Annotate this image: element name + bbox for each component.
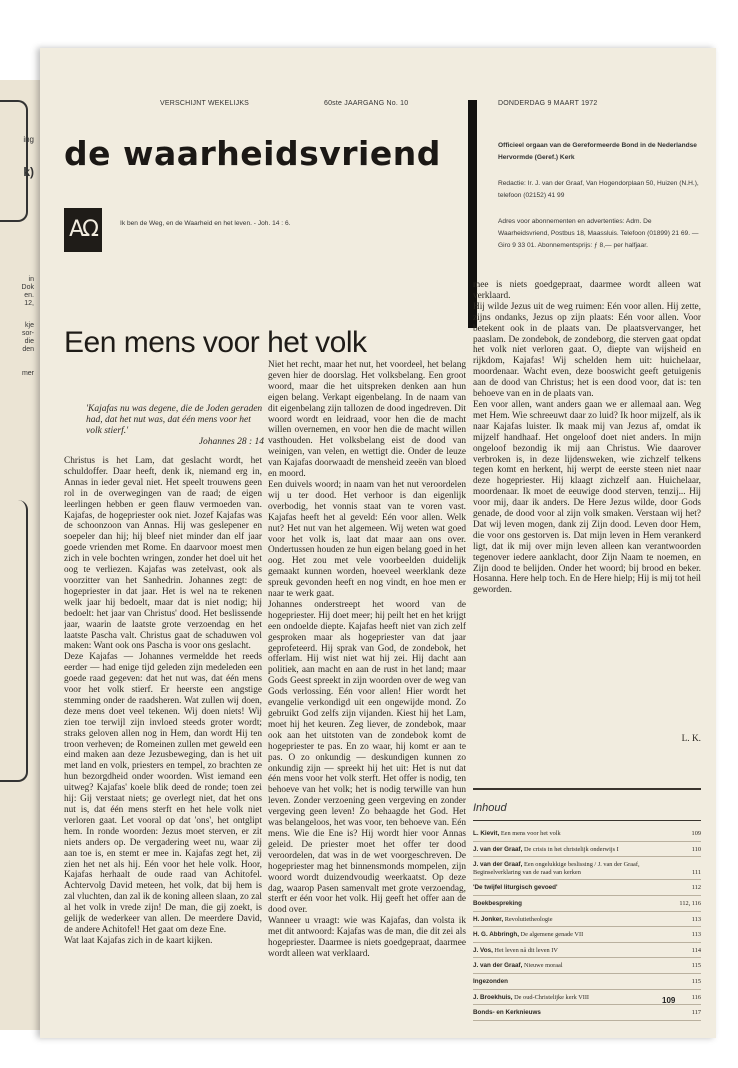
toc-divider	[473, 788, 701, 790]
article-paragraph: Christus is het Lam, dat geslacht wordt, het schuldoffer. Daar heeft, denk ik, niemand erg in, Annas in ieder geval niet. Het speelt trouwens geen rol in de overwegingen van de raad; de eigen leerlingen hebben er geen flauw vermoeden van. Kajafas, de hogepriester ook niet. Jozef Kajafas was de schoonzoon van Annas. Hij was geslepener en soepeler dan hij; hij bleef niet minder dan elf jaar goede vrienden met Rome. En daarvoor moest men zich in vele bochten wringen, zonder het doel uit het oog te verliezen. Kajafas was zetelvast, ook als voorzitter van het Sanhedrin. Johannes zegt: de hogepriester in dat jaar. Het is wel na te rekenen welk jaar hij bedoelt, maar dat is niet nodig; hij bedoelt: het jaar van Christus' dood. Het beslissende jaar, waarin de laatste grote verzoendag en het laatste Pascha valt. Christus gaat de schaduwen vol maken: Want ook ons Pascha is voor ons geslacht.	[64, 456, 262, 652]
prev-page-text: mer	[21, 370, 34, 377]
prev-page-text: in	[28, 276, 34, 283]
previous-page-strip	[0, 80, 41, 1030]
epigraph-reference: Johannes 28 : 14	[198, 437, 264, 447]
toc-entry[interactable]: J. Broekhuis, De oud-Christelijke kerk VIII 116	[473, 990, 701, 1006]
volume-label: 60ste JAARGANG No. 10	[324, 100, 409, 107]
toc-entry[interactable]: J. van der Graaf, De crisis in het christelijk onderwijs I 110	[473, 842, 701, 858]
toc-entry[interactable]: 'De twijfel liturgisch gevoed' 112	[473, 880, 701, 896]
article-paragraph: Johannes onderstreept het woord van de hogepriester. Hij doet meer; hij peilt het en het krijgt een ondoelde diepte. Kajafas heeft niet van zich zelf gesproken maar als hogepriester van dat jaar geprofeteerd. Hij sprak van God, de zondebok, het offerlam. Hij wist niet wat hij zei. Hij dacht aan politiek, aan macht en aan de rust in het land; maar Gods Geest spreekt in zijn woorden over de weg van Gods verlossing. Eén voor allen! Hier wordt het evangelie verkondigd uit een ongewijde mond. Zo gebruikt God zelfs zijn vijanden. Kiest hij het Lam, moet hij het keuren. Zeg liever, de zondebok, maar ook aan het uitstoten van de zondebok komt de hogepriester te pas. En zo waar, hij komt er aan te pas. O zo onkundig — deskundigen kunnen zo onkundig zijn — spreekt hij het uit: Het is nut dat één mens voor het volk sterft. Het offer is nodig, ten behoeve van het volk; het is nodig terwille van hun leven. Zonder verzoening geen vergeving en zonder vergeving geen leven! Zo behaagde het God. Het was belangeloos, het was voor, ten behoeve van. Eén mens. Wie die Ene is? Hij wordt hier voor Annas geleid. De priester moet het offer ter dood veroordelen, dat was in de wet voorgeschreven. De hogepriester mag het binnensmonds mompelen, zijn woord wordt duizendvoudig weerkaatst. Op deze dag, waarop Pasen samenvalt met grote verzoendag, sterft er één voor het volk. Hij geeft het offer aan de dood over.	[268, 599, 466, 916]
subscription-address: Adres voor abonnementen en advertenties: Adm. De Waarheidsvriend, Postbus 18, Maassluis. Telefoon (01899) 21 69. — Giro 9 33 01. Abonnementsprijs: ƒ 8,— per halfjaar.	[498, 218, 699, 249]
toc-entry[interactable]: J. van der Graaf, Nieuwe moraal 115	[473, 958, 701, 974]
article-paragraph: Niet het recht, maar het nut, het voordeel, het belang geven hier de doorslag. Het volksbelang. Een groot woord, maar die het uitspreken denken aan hun eigen belang. Verkapt eigenbelang. In de naam van dit eigenbelang zijn tallozen de dood ingedreven. Dit woord wordt en leidraad, voor hen die de macht willen overnemen, en voor hen die de macht willen vasthouden. Het volksbelang eist de dood van weinigen, van velen, en wettigt die. Onder de leuze van Kajafas doorwaadt de mensheid zeeën van bloed en moord.	[268, 360, 466, 480]
author-signature: L. K.	[681, 734, 701, 744]
article-column-2	[268, 360, 466, 984]
article-paragraph: Een duivels woord; in naam van het nut veroordelen wij u ter dood. Het verhoor is dan eigenlijk overbodig, het vonnis staat van te voren vast. Kajafas heeft het al geveld: Eén voor allen. Welk nut? Het nut van het algemeen. Wij weten wat goed voor het volk is, laat dat maar aan ons over. Ondertussen houden ze hun eigen belang goed in het oog. Het zou met vele voorbeelden duidelijk gemaakt kunnen worden, hoeveel weerklank deze spreuk gevonden heeft en nog vindt, en hoe men er naar te werk gaat.	[268, 479, 466, 600]
masthead: de waarheidsvriend	[64, 134, 441, 173]
toc-divider	[473, 820, 701, 821]
motto: Ik ben de Weg, en de Waarheid en het leven. - Joh. 14 : 6.	[120, 220, 291, 227]
table-of-contents	[473, 826, 701, 1021]
epigraph-text: 'Kajafas nu was degene, die de Joden geraden had, dat het nut was, dat één mens voor het volk stierf.'	[86, 404, 263, 436]
article-column-3	[473, 280, 701, 728]
page-number: 109	[662, 996, 676, 1005]
epigraph	[86, 404, 264, 448]
toc-entry[interactable]: J. van der Graaf, Een ongelukkige beslissing / J. van der Graaf, Beginselverklaring van de raad van kerken 111	[473, 857, 701, 880]
article-title: Een mens voor het volk	[64, 326, 367, 359]
article-paragraph: Wat laat Kajafas zich in de kaart kijken.	[64, 935, 213, 946]
article-paragraph: Deze Kajafas — Johannes vermeldde het reeds eerder — had enige tijd geleden zijn medeleden een goede raad gegeven: dat het nut was, dat één mens voor het volk stierf. Er heerste een angstige stemming onder de raadsheren. Wat zullen wij doen, deze mens doet veel tekenen. Wij doen niets! Wij zien toe terwijl zijn invloed steeds groter wordt; straks geloven allen nog in Hem, dan wordt Hij ten troon verheven; de Romeinen zullen met geweld een eind maken aan deze Jezusbeweging, dan is het uit met land en volk, priesters en tempel, zo brachten ze hun bezorgdheid onder woorden. Wist iemand een uitweg? Kajafas' koele blik deed de ronde; toen zei hij: Gij verstaat niets; ge overlegt niet, dat het ons nut is, dat één mens sterft en het hele volk niet verloren gaat. Let vooral op dat 'ons', het ontglipt hem. In ronde woorden: Jezus moet sterven, er zit niets anders op. De vergadering weet nu, waar zij aan toe is, en stemt er mee in. Kajafas zegt het, zij zien het net als hij. Eén voor het hele volk. Hoor, Kajafas herhaalt de oude raad van Achitofel. Achtervolg David meteen, het volk, dat bij hem is zal vluchten, dan zal ik de koning alleen slaan, zo zal al het volk in vrede zijn! De man, die gij zoekt, is gelijk de wederkeer van allen. De meerdere David, de andere Achitofel! Het gaat om deze Ene.	[64, 652, 262, 935]
article-paragraph: Wanneer u vraagt: wie was Kajafas, dan volsta ik met dit antwoord: Kajafas was de man, die dit zei als hogepriester. Daarmee is niets goedgepraat, daarmee wordt alleen wat verklaard.	[268, 916, 466, 959]
bracket-ornament	[0, 100, 28, 222]
official-organ-text: Officieel orgaan van de Gereformeerde Bond in de Nederlandse Hervormde (Geref.) Kerk	[498, 142, 697, 161]
toc-entry[interactable]: H. G. Abbringh, De algemene genade VII 113	[473, 927, 701, 943]
toc-entry[interactable]: Bonds- en Kerknieuws 117	[473, 1005, 701, 1021]
prev-page-text: Dok	[21, 284, 34, 291]
prev-page-text: 12,	[24, 300, 34, 307]
frequency-label: VERSCHIJNT WEKELIJKS	[160, 100, 250, 107]
toc-entry[interactable]: J. Vos, Het leven nå dit leven IV 114	[473, 943, 701, 959]
prev-page-text: die	[24, 338, 34, 345]
issue-date: DONDERDAG 9 MAART 1972	[498, 100, 598, 107]
toc-entry[interactable]: L. Kievit, Een mens voor het volk 109	[473, 826, 701, 842]
bracket-ornament	[0, 500, 28, 782]
prev-page-text: k)	[23, 165, 34, 179]
article-paragraph: Een voor allen, want anders gaan we er allemaal aan. Weg met Hem. Wie schreeuwt daar zo luid? Ik hoor mijzelf, als ik naar Kajafas luister. Ik maak mij van Jezus af, omdat ik mijzelf handhaaf. Het ongeloof doet niet anders. In mijn ongeloof bezondig ik mij aan Christus. Wie daarover verbroken is, in deze lijdensweken, wie zichzelf telkens tegen komt en herkent, hij werpt de eerste steen niet naar deze hogepriester. Hij klaagt zichzelf aan. Huichelaar, moordenaar. Ik moet de eeuwige dood sterven, tenzij... Hij voor mij, daar ik anders. De Here Jezus wilde, door Gods genade, de dood voor al zijn volk smaken. Verstaan wij het? Dat wij leven mogen, dank zij Zijn dood. Leven door Hem, die voor ons gestorven is. Dat mijn leven in Hem verankerd ligt, dat ik mij over mijn leven alleen kan verantwoorden tegenover iedere aanklacht, door Zijn Naam te noemen, en Zijn dood te belijden. Onder het woord; bij brood en beker. Hosanna. Here help toch. En de Here hielp; Hij is mij tot heil geworden.	[473, 399, 701, 596]
toc-entry[interactable]: Ingezonden 115	[473, 974, 701, 990]
prev-page-text: kje	[25, 322, 34, 329]
prev-page-text: sor-	[21, 330, 34, 337]
prev-page-text: ing	[23, 135, 34, 144]
toc-entry[interactable]: H. Jonker, Revolutietheologie 113	[473, 912, 701, 928]
article-column-1	[64, 456, 262, 982]
editorial-address: Redactie: Ir. J. van der Graaf, Van Hogendorplaan 50, Huizen (N.H.), telefoon (02152) 41 99	[498, 180, 699, 199]
newspaper-page	[40, 48, 716, 1038]
alpha-omega-logo: AΩ	[64, 208, 102, 252]
prev-page-text: en.	[24, 292, 34, 299]
toc-entry[interactable]: Boekbespreking 112, 116	[473, 896, 701, 912]
article-paragraph: mee is niets goedgepraat, daarmee wordt alleen wat verklaard.	[473, 280, 701, 301]
article-paragraph: Hij wilde Jezus uit de weg ruimen: Eén voor allen. Hij zette, zijns ondanks, Jezus op zijn plaats: Eén voor allen. Voor betekent ook in de plaats van. De plaatsvervanger, het paaslam. De zondebok, de zondeborg, die sterven gaat opdat het volk niet verloren gaat. O, diepte van wijsheid en rijkdom, Kajafas! Wij schelden hem uit: huichelaar, moordenaar. Wacht even, deze booswicht geeft getuigenis aan de dood van Christus; het is een dood voor, dat is: ten behoeve van en in de plaats van.	[473, 301, 701, 400]
prev-page-text: den	[22, 346, 34, 353]
toc-heading: Inhoud	[473, 802, 507, 814]
